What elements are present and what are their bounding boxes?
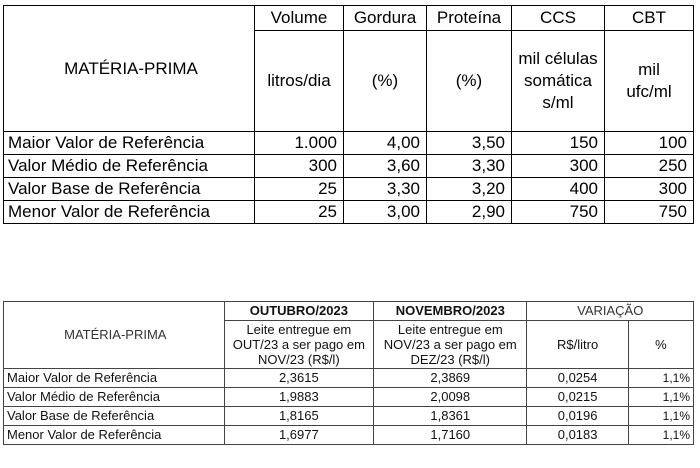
cell-october: 2,3615 [224,369,373,388]
cell-value: 2,90 [427,201,512,224]
table-row [4,132,694,155]
table-row [4,407,694,426]
cell-pct: 1,1% [628,426,693,445]
col-gordura-header: Gordura [344,6,427,31]
cell-value: 300 [605,178,694,201]
unit-proteina: (%) [427,31,512,132]
cell-value: 750 [605,201,694,224]
col-volume-header: Volume [255,6,344,31]
cell-rs: 0,0196 [527,407,628,426]
cell-value: 100 [605,132,694,155]
table-row [4,155,694,178]
cell-value: 25 [255,201,344,224]
table-row [4,201,694,224]
cell-october: 1,8165 [224,407,373,426]
cell-october: 1,9883 [224,388,373,407]
cell-pct: 1,1% [628,369,693,388]
row-label: Maior Valor de Referência [4,369,225,388]
row-label: Valor Médio de Referência [4,388,225,407]
col-cbt-header: CBT [605,6,694,31]
cell-pct: 1,1% [628,407,693,426]
cell-rs: 0,0215 [527,388,628,407]
cell-value: 3,20 [427,178,512,201]
unit-ccs: mil células somática s/ml [512,31,605,132]
cell-value: 1.000 [255,132,344,155]
cell-value: 400 [512,178,605,201]
cell-pct: 1,1% [628,388,693,407]
cell-value: 150 [512,132,605,155]
cell-rs: 0,0183 [527,426,628,445]
col-proteina-header: Proteína [427,6,512,31]
reference-parameters-table [3,5,694,224]
unit-volume: litros/dia [255,31,344,132]
cell-value: 3,00 [344,201,427,224]
milk-price-variation-table [3,301,694,445]
row-label: Maior Valor de Referência [4,132,255,155]
row-label: Valor Base de Referência [4,407,225,426]
cell-rs: 0,0254 [527,369,628,388]
cell-november: 1,7160 [374,426,527,445]
row-label: Valor Base de Referência [4,178,255,201]
sub-november: Leite entregue em NOV/23 a ser pago em DEZ/23 (R$/l) [374,321,527,369]
cell-value: 3,30 [344,178,427,201]
cell-value: 300 [255,155,344,178]
cell-value: 3,60 [344,155,427,178]
row-label: Menor Valor de Referência [4,201,255,224]
cell-value: 4,00 [344,132,427,155]
table-row [4,178,694,201]
cell-october: 1,6977 [224,426,373,445]
row-label: Menor Valor de Referência [4,426,225,445]
col-november-header: NOVEMBRO/2023 [374,302,527,321]
cell-value: 3,30 [427,155,512,178]
cell-november: 2,3869 [374,369,527,388]
sub-percent: % [628,321,693,369]
sub-october: Leite entregue em OUT/23 a ser pago em NOV/23 (R$/l) [224,321,373,369]
row-label: Valor Médio de Referência [4,155,255,178]
cell-value: 250 [605,155,694,178]
cell-value: 25 [255,178,344,201]
col-variation-header: VARIAÇÃO [527,302,694,321]
raw-material-header: MATÉRIA-PRIMA [4,302,225,369]
table-row [4,369,694,388]
col-ccs-header: CCS [512,6,605,31]
sub-rs-litro: R$/litro [527,321,628,369]
unit-gordura: (%) [344,31,427,132]
table-row [4,426,694,445]
unit-cbt: mil ufc/ml [605,31,694,132]
cell-value: 300 [512,155,605,178]
cell-value: 3,50 [427,132,512,155]
raw-material-header: MATÉRIA-PRIMA [4,6,255,132]
table-row [4,388,694,407]
cell-value: 750 [512,201,605,224]
cell-november: 2,0098 [374,388,527,407]
cell-november: 1,8361 [374,407,527,426]
col-october-header: OUTUBRO/2023 [224,302,373,321]
